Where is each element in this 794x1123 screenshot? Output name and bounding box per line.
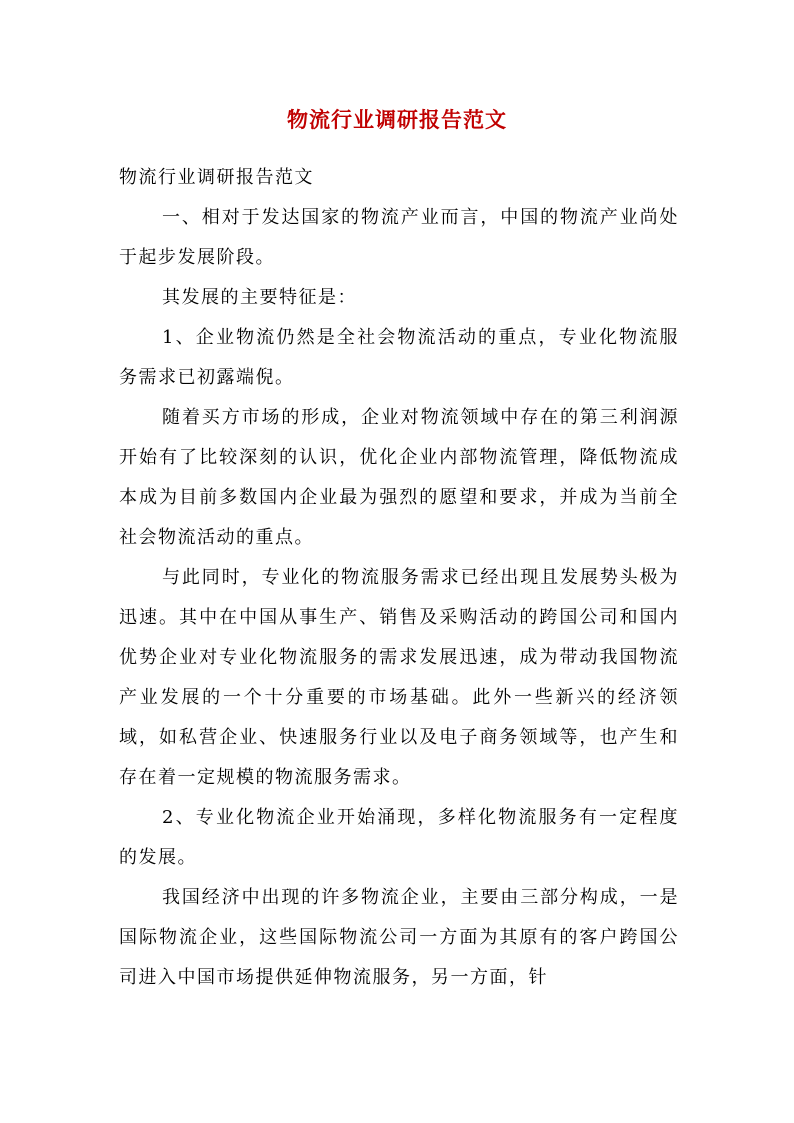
document-body (119, 158, 679, 998)
body-paragraph: 随着买方市场的形成，企业对物流领域中存在的第三利润源开始有了比较深刻的认识，优化企业内部物流管理，降低物流成本成为目前多数国内企业最为强烈的愿望和要求，并成为当前全社会物流活动的重点。 (119, 407, 679, 548)
body-paragraph: 与此同时，专业化的物流服务需求已经出现且发展势头极为迅速。其中在中国从事生产、销售及采购活动的跨国公司和国内优势企业对专业化物流服务的需求发展迅速，成为带动我国物流产业发展的一个十分重要的市场基础。此外一些新兴的经济领域，如私营企业、快速服务行业以及电子商务领域等，也产生和存在着一定规模的物流服务需求。 (119, 567, 679, 788)
body-paragraph: 我国经济中出现的许多物流企业，主要由三部分构成，一是国际物流企业，这些国际物流公司一方面为其原有的客户跨国公司进入中国市场提供延伸物流服务，另一方面，针 (119, 887, 679, 988)
body-paragraph: 其发展的主要特征是： (162, 287, 357, 308)
body-paragraph: 一、相对于发达国家的物流产业而言，中国的物流产业尚处于起步发展阶段。 (119, 207, 679, 268)
body-paragraph: 1、企业物流仍然是全社会物流活动的重点，专业化物流服务需求已初露端倪。 (119, 327, 679, 388)
document-title: 物流行业调研报告范文 (287, 107, 507, 132)
body-paragraph: 2、专业化物流企业开始涌现，多样化物流服务有一定程度的发展。 (119, 807, 679, 868)
subtitle-paragraph: 物流行业调研报告范文 (119, 167, 314, 188)
